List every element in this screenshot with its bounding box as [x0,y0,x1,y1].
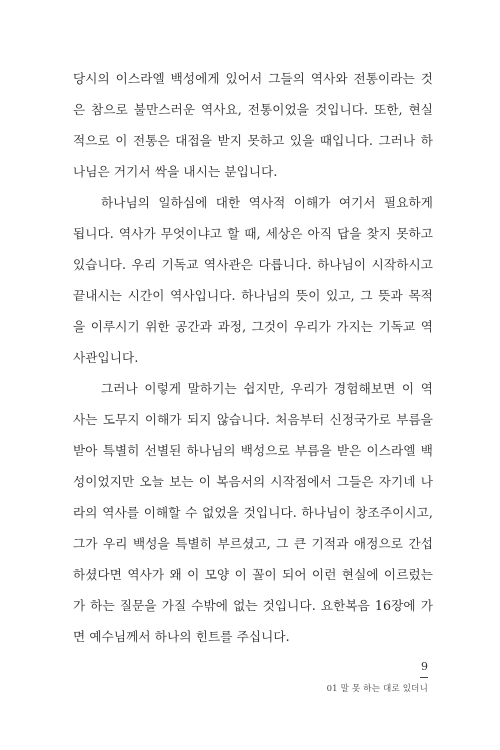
text-line: 나님은 거기서 싹을 내시는 분입니다. [73,164,278,179]
text-line: 사는 도무지 이해가 되지 않습니다. 처음부터 신정국가로 부름을 [73,412,433,427]
text-line: 그가 우리 백성을 특별히 부르셨고, 그 큰 기적과 애정으로 간섭 [73,536,433,551]
text-line: 됩니다. 역사가 무엇이냐고 할 때, 세상은 아직 답을 찾지 못하고 [73,226,433,241]
page-footer [327,660,428,695]
text-line: 을 이루시기 위한 공간과 과정, 그것이 우리가 가지는 기독교 역 [73,319,433,334]
text-line: 하나님의 일하심에 대한 역사적 이해가 여기서 필요하게 [101,195,433,210]
text-line: 성이었지만 오늘 보는 이 복음서의 시작점에서 그들은 자기네 나 [73,474,433,489]
text-line: 있습니다. 우리 기독교 역사관은 다릅니다. 하나님이 시작하시고 [73,257,433,272]
text-line: 면 예수님께서 하나의 힌트를 주십니다. [73,629,290,644]
text-line: 그러나 이렇게 말하기는 쉽지만, 우리가 경험해보면 이 역 [101,381,433,396]
paragraph-3 [73,373,433,652]
text-line: 라의 역사를 이해할 수 없었을 것입니다. 하나님이 창조주이시고, [73,505,433,520]
text-line: 당시의 이스라엘 백성에게 있어서 그들의 역사와 전통이라는 것 [73,71,433,86]
page-number: 9 [421,660,428,673]
text-line: 하셨다면 역사가 왜 이 모양 이 꼴이 되어 이런 현실에 이르렀는 [73,567,433,582]
text-line: 은 참으로 불만스러운 역사요, 전통이었을 것입니다. 또한, 현실 [73,102,433,117]
text-line: 사관입니다. [73,350,139,365]
paragraph-1 [73,63,433,187]
text-line: 받아 특별히 선별된 하나님의 백성으로 부름을 받은 이스라엘 백 [73,443,433,458]
page-body [73,63,433,652]
running-title: 01 말 못 하는 대로 있더니 [326,684,428,694]
text-line: 가 하는 질문을 가질 수밖에 없는 것입니다. 요한복음 16장에 가 [73,598,433,613]
footer-divider [420,677,428,678]
text-line: 끝내시는 시간이 역사입니다. 하나님의 뜻이 있고, 그 뜻과 목적 [73,288,433,303]
text-line: 적으로 이 전통은 대접을 받지 못하고 있을 때입니다. 그러나 하 [73,133,433,148]
paragraph-2 [73,187,433,373]
